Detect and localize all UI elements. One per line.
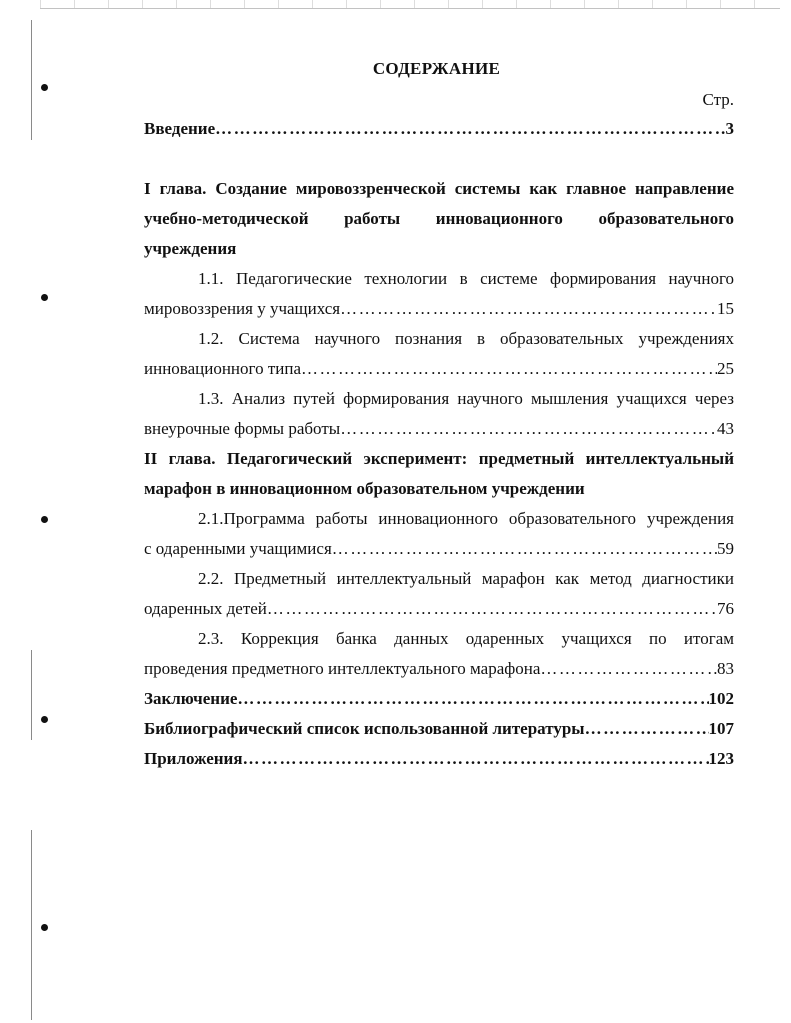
toc-entry-1-2-cont: [144, 354, 734, 384]
toc-entry-1-1: 1.1. Педагогические технологии в системе формирования научного: [198, 269, 734, 288]
toc-page-number: 15: [717, 299, 734, 318]
chapter-heading-2: II глава. Педагогический эксперимент: предметный интеллектуальный: [144, 449, 734, 468]
margin-rule: [31, 20, 32, 140]
toc-entry-label: марафон в инновационном образовательном учреждении: [144, 479, 585, 498]
chapter-heading-1-end: [144, 234, 734, 264]
margin-rule: [31, 830, 32, 1020]
toc-entry-2-3-cont: [144, 654, 734, 684]
toc-entry-intro: [144, 114, 734, 144]
toc-entry-1-2: 1.2. Система научного познания в образовательных учреждениях: [198, 329, 734, 348]
binding-hole: [41, 716, 48, 723]
toc-entry-appendices: [144, 744, 734, 774]
toc-entry-label: Приложения: [144, 749, 243, 768]
dot-leader: [215, 114, 725, 144]
toc-entry-2-2-cont: [144, 594, 734, 624]
binding-hole: [41, 84, 48, 91]
dot-leader: [237, 684, 708, 714]
chapter-heading-1: I глава. Создание мировоззренческой системы как главное направление: [144, 179, 734, 198]
toc-entry-conclusion: [144, 684, 734, 714]
toc-page-number: 25: [717, 359, 734, 378]
toc-entry-2-1: 2.1.Программа работы инновационного образовательного учреждения: [198, 509, 734, 528]
page-title: СОДЕРЖАНИЕ: [372, 59, 501, 78]
page-column-label: Стр.: [702, 90, 734, 109]
dot-leader: [585, 714, 709, 744]
dot-leader: [540, 654, 717, 684]
toc-entry-label: инновационного типа: [144, 359, 302, 378]
toc-page-number: 76: [717, 599, 734, 618]
dot-leader: [340, 294, 717, 324]
dot-leader: [332, 534, 717, 564]
toc-entry-label: Библиографический список использованной литературы: [144, 719, 585, 738]
toc-entry-1-3: 1.3. Анализ путей формирования научного мышления учащихся через: [198, 389, 734, 408]
toc-page-number: 102: [708, 689, 734, 708]
binding-hole: [41, 516, 48, 523]
toc-entry-1-1-cont: [144, 294, 734, 324]
toc-entry-label: Введение: [144, 119, 216, 138]
dot-leader: [243, 744, 709, 774]
toc-entry-label: одаренных детей: [144, 599, 267, 618]
toc-entry-label: учреждения: [144, 239, 237, 258]
toc-page-number: 83: [717, 659, 734, 678]
toc-entry-label: Заключение: [144, 689, 238, 708]
toc-entry-label: мировоззрения у учащихся: [144, 299, 341, 318]
toc-entry-1-3-cont: [144, 414, 734, 444]
toc-entry-2-2: 2.2. Предметный интеллектуальный марафон как метод диагностики: [198, 569, 734, 588]
toc-page-number: 123: [708, 749, 734, 768]
dot-leader: [340, 414, 717, 444]
toc-page-number: 107: [708, 719, 734, 738]
toc-entry-2-1-cont: [144, 534, 734, 564]
scan-top-edge: [40, 0, 780, 9]
binding-hole: [41, 294, 48, 301]
chapter-heading-1-cont: учебно-методической работы инновационного образовательного: [144, 209, 734, 228]
toc-page-number: 59: [717, 539, 734, 558]
dot-leader: [267, 594, 717, 624]
toc-entry-label: проведения предметного интеллектуального марафона: [144, 659, 541, 678]
dot-leader: [301, 354, 717, 384]
chapter-heading-2-cont: [144, 474, 734, 504]
toc-entry-label: внеурочные формы работы: [144, 419, 341, 438]
binding-hole: [41, 924, 48, 931]
toc-page-number: 3: [725, 119, 734, 138]
toc-page-number: 43: [717, 419, 734, 438]
toc-entry-bibliography: [144, 714, 734, 744]
margin-rule: [31, 650, 32, 740]
toc-entry-label: с одаренными учащимися: [144, 539, 332, 558]
toc-entry-2-3: 2.3. Коррекция банка данных одаренных учащихся по итогам: [198, 629, 734, 648]
